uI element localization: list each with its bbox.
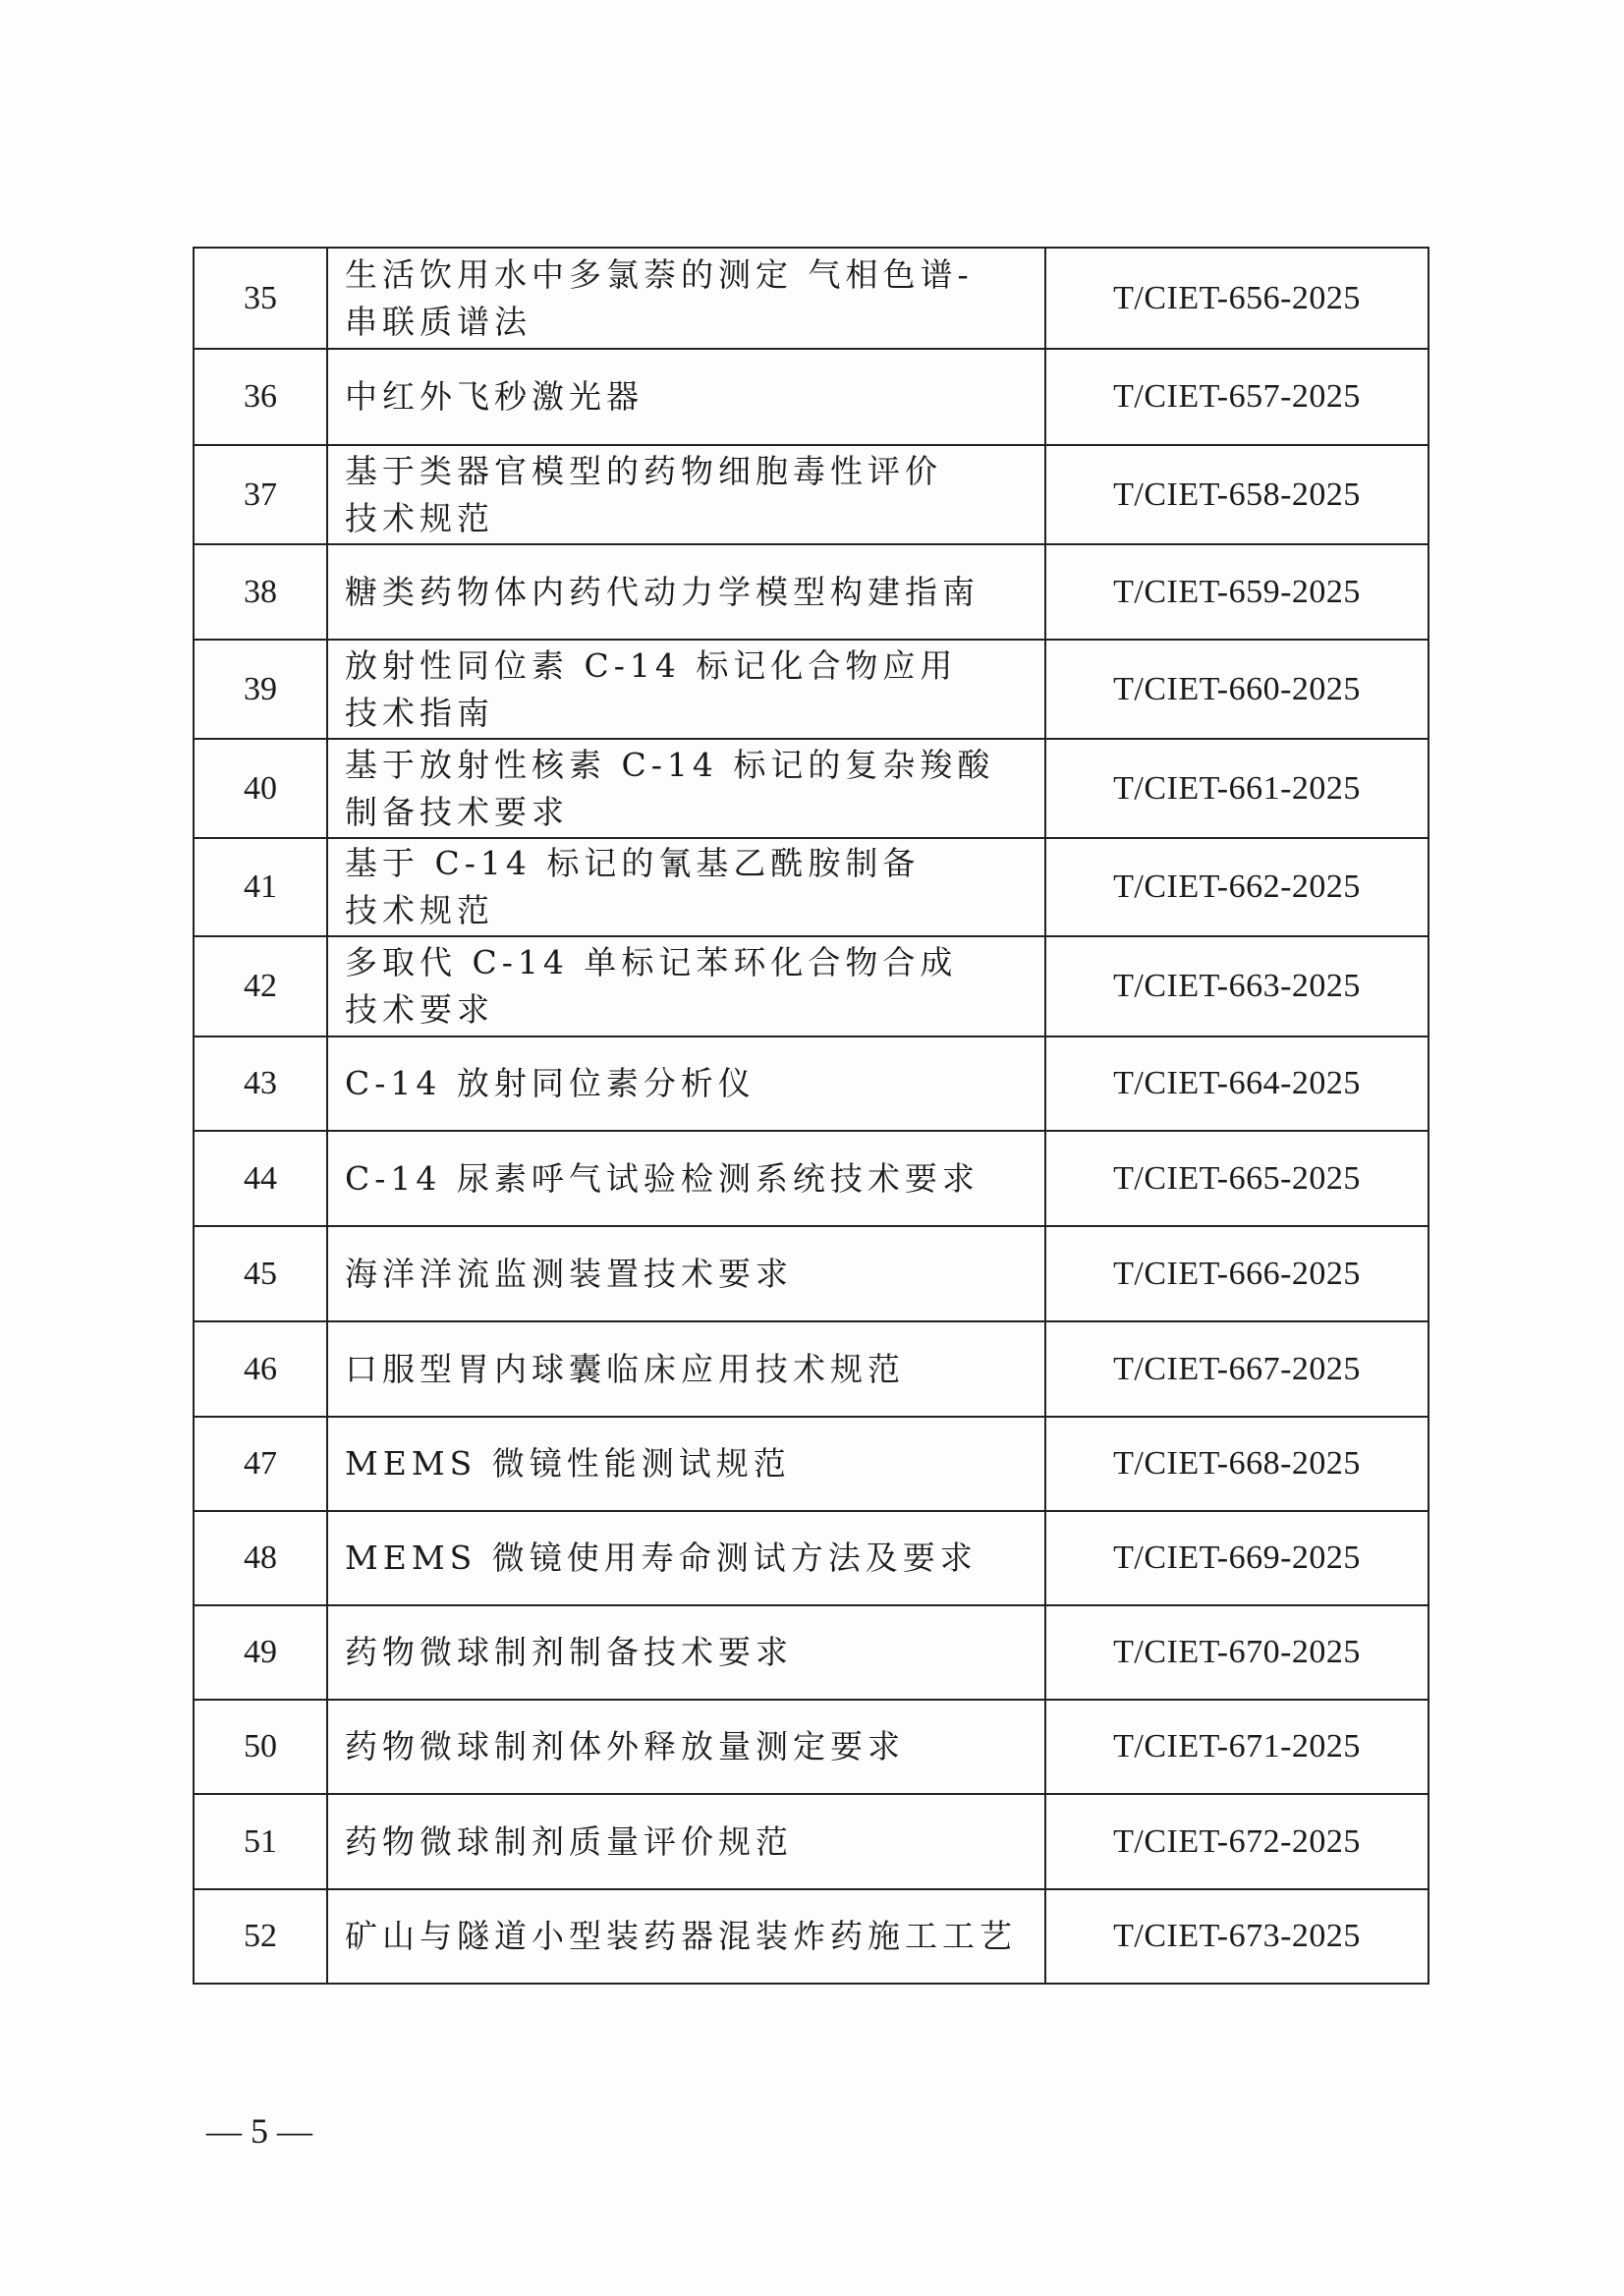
table-row [194,1700,1428,1794]
table-row [194,936,1428,1036]
row-number: 36 [194,349,327,445]
standard-name [327,544,1045,640]
standard-code: T/CIET-657-2025 [1045,349,1428,445]
standard-name-line: 串联质谱法 [345,302,532,341]
standard-name [327,248,1045,349]
standard-code: T/CIET-665-2025 [1045,1131,1428,1226]
row-number: 46 [194,1321,327,1417]
row-number: 39 [194,640,327,739]
table-row [194,1605,1428,1700]
standard-name-line: 基于放射性核素 C-14 标记的复杂羧酸 [345,745,995,784]
standard-name [327,1226,1045,1321]
standard-code: T/CIET-672-2025 [1045,1794,1428,1889]
standard-name [327,445,1045,544]
standard-name-line: 药物微球制剂体外释放量测定要求 [345,1727,905,1765]
standard-name-line: 生活饮用水中多氯萘的测定 气相色谱- [345,254,974,294]
row-number: 42 [194,936,327,1036]
standard-name [327,1511,1045,1605]
row-number: 35 [194,248,327,349]
row-number: 52 [194,1889,327,1984]
standard-name [327,1794,1045,1889]
standard-name-line: 技术指南 [345,693,494,732]
standard-name-line: 药物微球制剂质量评价规范 [345,1821,793,1861]
row-number: 40 [194,739,327,838]
table-row [194,1321,1428,1417]
standard-name-line: 技术规范 [345,891,494,929]
standard-name [327,349,1045,445]
standard-name [327,936,1045,1036]
standard-code: T/CIET-664-2025 [1045,1036,1428,1131]
standard-code: T/CIET-658-2025 [1045,445,1428,544]
standard-name-line: 多取代 C-14 单标记苯环化合物合成 [345,943,958,981]
row-number: 45 [194,1226,327,1321]
table-row [194,838,1428,936]
standard-name [327,1417,1045,1511]
row-number: 50 [194,1700,327,1794]
standards-table [193,247,1429,1985]
standard-name-line: 放射性同位素 C-14 标记化合物应用 [345,645,958,685]
standard-name [327,640,1045,739]
table-row [194,445,1428,544]
standard-name-line: C-14 尿素呼气试验检测系统技术要求 [345,1158,980,1198]
table-row [194,1889,1428,1984]
table-row [194,1794,1428,1889]
standard-name [327,1605,1045,1700]
standard-code: T/CIET-673-2025 [1045,1889,1428,1984]
standard-code: T/CIET-656-2025 [1045,248,1428,349]
standard-name-line: 口服型胃内球囊临床应用技术规范 [345,1349,905,1388]
table-row [194,640,1428,739]
standard-code: T/CIET-667-2025 [1045,1321,1428,1417]
standard-name-line: MEMS 微镜使用寿命测试方法及要求 [345,1539,978,1577]
table-row [194,1511,1428,1605]
standard-name [327,1131,1045,1226]
table-row [194,544,1428,640]
table-row [194,739,1428,838]
standard-code: T/CIET-661-2025 [1045,739,1428,838]
standard-name-line: 糖类药物体内药代动力学模型构建指南 [345,572,980,611]
standard-name-line: 药物微球制剂制备技术要求 [345,1633,793,1671]
standard-code: T/CIET-663-2025 [1045,936,1428,1036]
standard-name [327,739,1045,838]
row-number: 38 [194,544,327,640]
row-number: 37 [194,445,327,544]
standard-code: T/CIET-670-2025 [1045,1605,1428,1700]
standard-name-line: 技术规范 [345,498,494,537]
standard-name-line: 中红外飞秒激光器 [345,377,644,416]
table-row [194,248,1428,349]
table-row [194,1036,1428,1131]
row-number: 49 [194,1605,327,1700]
standard-code: T/CIET-669-2025 [1045,1511,1428,1605]
standard-code: T/CIET-660-2025 [1045,640,1428,739]
row-number: 51 [194,1794,327,1889]
standard-name [327,1036,1045,1131]
table-row [194,1226,1428,1321]
standard-name [327,1700,1045,1794]
table-row [194,1417,1428,1511]
standard-name [327,1889,1045,1984]
standard-code: T/CIET-659-2025 [1045,544,1428,640]
standard-code: T/CIET-671-2025 [1045,1700,1428,1794]
standard-code: T/CIET-662-2025 [1045,838,1428,936]
table-row [194,349,1428,445]
standard-name-line: MEMS 微镜性能测试规范 [345,1444,791,1483]
standard-name-line: 基于 C-14 标记的氰基乙酰胺制备 [345,844,921,882]
standard-code: T/CIET-666-2025 [1045,1226,1428,1321]
standard-name-line: 制备技术要求 [345,792,569,831]
page-number: — 5 — [206,2111,312,2151]
row-number: 43 [194,1036,327,1131]
standard-name-line: 技术要求 [345,990,494,1029]
standard-name-line: C-14 放射同位素分析仪 [345,1064,756,1102]
standard-name-line: 基于类器官模型的药物细胞毒性评价 [345,451,942,490]
row-number: 41 [194,838,327,936]
standard-name [327,838,1045,936]
table-row [194,1131,1428,1226]
standard-name-line: 矿山与隧道小型装药器混装炸药施工工艺 [345,1917,1017,1955]
row-number: 47 [194,1417,327,1511]
standards-table-body [194,248,1428,1984]
row-number: 48 [194,1511,327,1605]
standard-code: T/CIET-668-2025 [1045,1417,1428,1511]
row-number: 44 [194,1131,327,1226]
standard-name-line: 海洋洋流监测装置技术要求 [345,1254,793,1293]
standard-name [327,1321,1045,1417]
